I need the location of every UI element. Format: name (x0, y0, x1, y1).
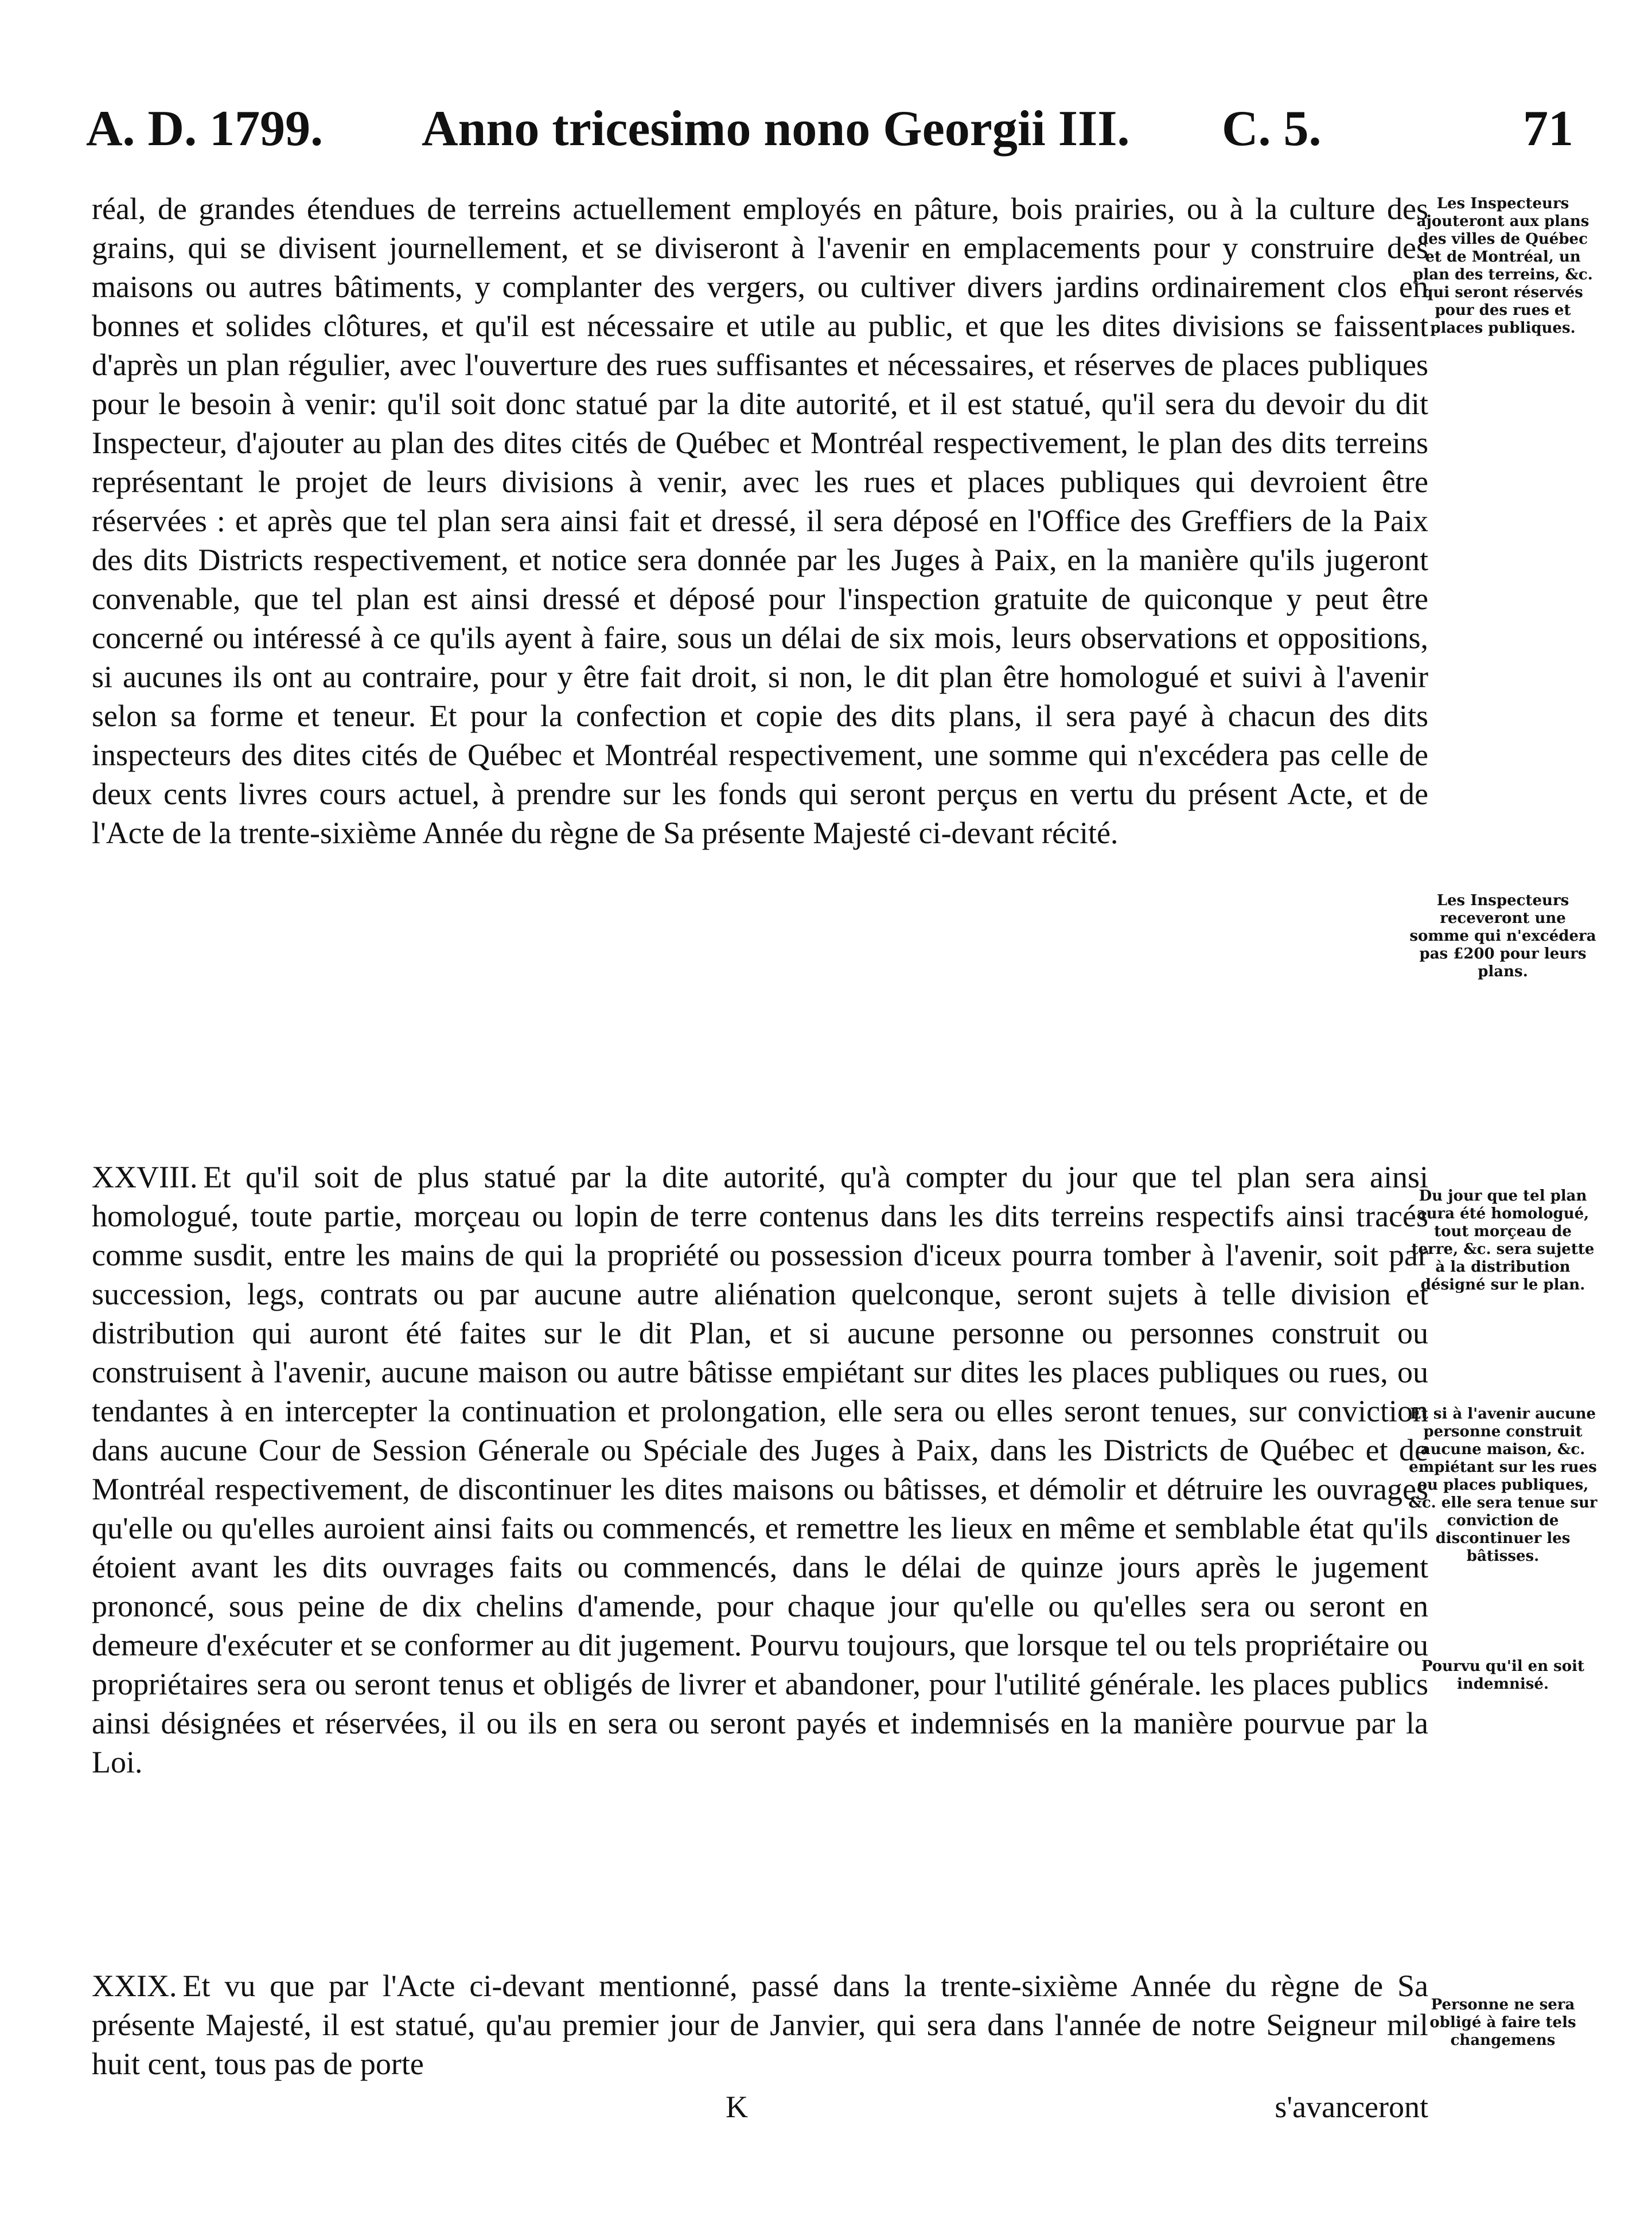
section-xxix-paragraph (92, 1966, 1428, 2083)
page-number: 71 (1523, 101, 1573, 157)
margin-note-encroachment: Et si à l'avenir aucune personne construit aucune maison, &c. empiétant sur les rues ou places publiques, &c. elle sera tenue sur conviction de discontinuer les bâtisses. (1408, 1405, 1598, 1565)
section-xxix-number: XXIX. (92, 1969, 177, 2003)
continuation-text: réal, de grandes étendues de terreins actuellement employés en pâture, bois prairies, ou à la culture des grains, qui se divisent journellement, et se diviseront à l'avenir en emplacements pour y construire des maisons ou autres bâtiments, y complanter des vergers, ou cultiver divers jardins ordinairement clos en bonnes et solides clôtures, et qu'il est nécessaire et utile au public, et que les dites divisions se faissent d'après un plan régulier, avec l'ouverture des rues suffisantes et nécessaires, et réserves de places publiques pour le besoin à venir: qu'il soit donc statué par la dite autorité, et il est statué, qu'il sera du devoir du dit Inspecteur, d'ajouter au plan des dites cités de Québec et Montréal respectivement, le plan des dits terreins représentant le projet de leurs divisions à venir, avec les rues et places publiques qui devroient être réservées : et après que tel plan sera ainsi fait et dressé, il sera déposé en l'Office des Greffiers de la Paix des dits Districts respectivement, et notice sera donnée par les Juges à Paix, en la manière qu'ils jugeront convenable, que tel plan est ainsi dressé et déposé pour l'inspection gratuite de quiconque y peut être concerné ou intéressé à ce qu'ils ayent à faire, sous un délai de six mois, leurs observations et oppositions, si aucunes ils ont au contraire, pour y être fait droit, si non, le dit plan être homologué et suivi à l'avenir selon sa forme et teneur. Et pour la confection et copie des dits plans, il sera payé à chacun des dits inspecteurs des dites cités de Québec et Montréal respectivement, une somme qui n'excédera pas celle de deux cents livres cours actuel, à prendre sur les fonds qui seront perçus en vertu du présent Acte, et de l'Acte de la trente-sixième Année du règne de Sa présente Majesté ci-devant récité. (92, 192, 1428, 850)
section-xxviii-number: XXVIII. (92, 1160, 198, 1194)
catchword: s'avanceront (1275, 2090, 1428, 2124)
header-chapter: C. 5. (1222, 101, 1322, 157)
page-header (86, 95, 1600, 163)
section-xxviii-paragraph (92, 1158, 1428, 1782)
section-xxix-text: Et vu que par l'Acte ci-devant mentionné, passé dans la trente-sixième Année du règne de Sa présente Majesté, il est statué, qu'au premier jour de Janvier, qui sera dans l'année de notre Seigneur mil huit cent, tous pas de porte (92, 1969, 1428, 2081)
section-xxix (92, 1966, 1428, 2083)
continuation-paragraph (92, 189, 1428, 852)
section-xxviii (92, 1158, 1428, 1782)
margin-note-no-obligation: Personne ne sera obligé à faire tels changemens (1429, 1996, 1576, 2049)
margin-note-homologation: Du jour que tel plan aura été homologué, tout morçeau de terre, &c. sera sujette à la distribution désigné sur le plan. (1411, 1187, 1595, 1293)
header-year: A. D. 1799. (86, 101, 324, 157)
header-title: Anno tricesimo nono Georgii III. (422, 101, 1130, 157)
margin-note-inspectors-payment: Les Inspecteurs receveront une somme qui n'excédera pas £200 pour leurs plans. (1409, 892, 1596, 980)
margin-note-inspectors-plans: Les Inspecteurs ajouteront aux plans des villes de Québec et de Montréal, un plan des terreins, &c. qui seront réservés pour des rues et places publiques. (1413, 195, 1593, 337)
section-xxviii-text: Et qu'il soit de plus statué par la dite autorité, qu'à compter du jour que tel plan sera ainsi homologué, toute partie, morçeau ou lopin de terre contenus dans les dits terreins respectifs ainsi tracés comme susdit, entre les mains de qui la propriété ou possession d'iceux pourra tomber à l'avenir, soit par succession, legs, contrats ou par aucune autre aliénation quelconque, seront sujets à telle division et distribution qui auront été faites sur le dit Plan, et si aucune personne ou personnes construit ou construisent à l'avenir, aucune maison ou autre bâtisse empiétant sur dites les places publiques ou rues, ou tendantes à en intercepter la continuation et prolongation, elle sera ou elles seront tenues, sur conviction dans aucune Cour de Session Génerale ou Spéciale des Juges à Paix, dans les Districts de Québec et de Montréal respectivement, de discontinuer les dites maisons ou bâtisses, et démolir et détruire les ouvrages qu'elle ou qu'elles auroient ainsi faits ou commencés, et remettre les lieux en même et semblable état qu'ils étoient avant les dits ouvrages faits ou commencés, dans le délai de quinze jours après le jugement prononcé, sous peine de dix chelins d'amende, pour chaque jour qu'elle ou qu'elles sera ou seront en demeure d'exécuter et se conformer au dit jugement. Pourvu toujours, que lorsque tel ou tels propriétaire ou propriétaires sera ou seront tenus et obligés de livrer et abandoner, pour l'utilité générale. les places publics ainsi désignées et réservées, il ou ils en sera ou seront payés et indemnisés en la manière pourvue par la Loi. (92, 1160, 1428, 1779)
signature-mark: K (726, 2090, 748, 2124)
margin-note-indemnity: Pourvu qu'il en soit indemnisé. (1421, 1658, 1585, 1693)
page-footer (92, 2087, 1428, 2127)
